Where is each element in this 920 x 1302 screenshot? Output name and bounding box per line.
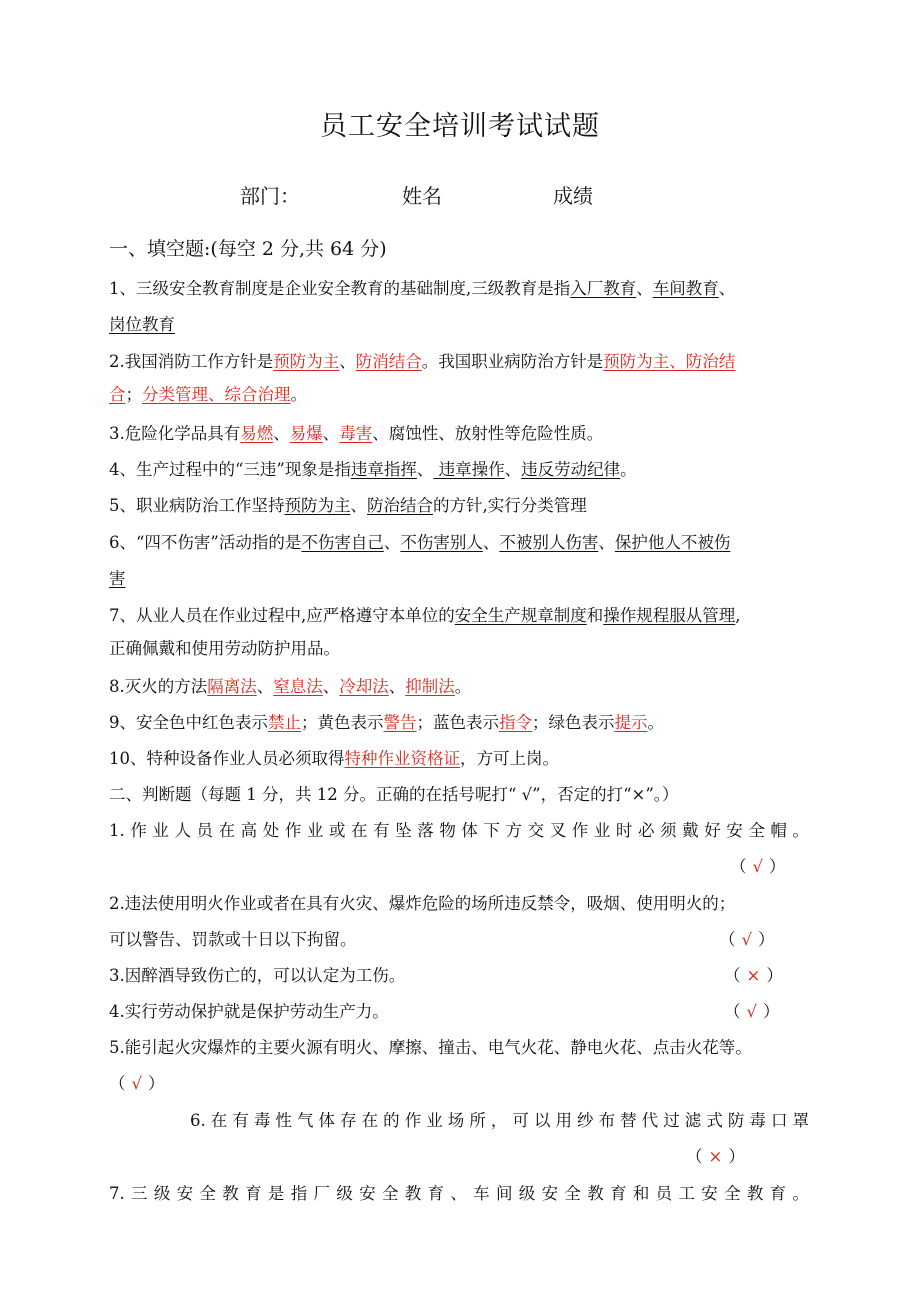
judgment-3-answer: （ × ） <box>724 966 783 985</box>
judgment-4-answer: （ √ ） <box>724 1002 780 1021</box>
question-10: 10、特种设备作业人员必须取得特种作业资格证，方可上岗。 <box>109 749 559 768</box>
page-title: 员工安全培训考试试题 <box>320 111 600 142</box>
judgment-4: 4.实行劳动保护就是保护劳动生产力。 <box>109 1002 389 1021</box>
judgment-6-answer: （ × ） <box>686 1147 745 1166</box>
question-2-line-1: 2.我国消防工作方针是预防为主、防消结合。我国职业病防治方针是预防为主、防治结 <box>109 352 736 371</box>
section2-heading: 二、判断题（每题 1 分，共 12 分。正确的在括号呢打“ √”，否定的打“×”。） <box>109 785 679 804</box>
question-7-line-1: 7、从业人员在作业过程中,应严格遵守本单位的安全生产规章制度和操作规程服从管理, <box>109 606 741 625</box>
department-label: 部门： <box>240 184 300 208</box>
check-mark: √ <box>746 1002 758 1021</box>
judgment-6: 6.在有毒性气体存在的作业场所，可以用纱布替代过滤式防毒口罩 <box>190 1111 809 1130</box>
question-6-line-2 <box>109 565 126 589</box>
answer: 岗位教育 <box>109 315 175 334</box>
answer: 安全生产规章制度 <box>454 606 587 625</box>
answer: 抑制法 <box>405 677 455 696</box>
answer: 不被别人伤害 <box>499 533 599 552</box>
answer: 保护他人不被伤 <box>614 533 731 552</box>
name-label: 姓名 <box>402 184 442 208</box>
answer: 防治结合 <box>367 496 433 515</box>
judgment-5-answer: （ √ ） <box>109 1074 165 1093</box>
answer: 违反劳动纪律 <box>521 460 621 479</box>
answer: 车间教育 <box>652 279 719 298</box>
answer: 冷却法 <box>339 677 389 696</box>
judgment-2-line-1: 2.违法使用明火作业或者在具有火灾、爆炸危险的场所违反禁令，吸烟、使用明火的； <box>109 894 736 913</box>
question-1-line-2 <box>109 311 175 335</box>
judgment-5: 5.能引起火灾爆炸的主要火源有明火、摩擦、撞击、电气火花、静电火花、点击火花等。 <box>109 1038 752 1057</box>
answer: 不伤害自己 <box>301 533 384 552</box>
answer: 入厂教育 <box>570 279 637 298</box>
check-mark: √ <box>741 930 753 949</box>
answer: 指令 <box>499 713 532 732</box>
answer: 违章操作 <box>433 460 505 479</box>
question-1-line-1: 1、三级安全教育制度是企业安全教育的基础制度,三级教育是指入厂教育、车间教育、 <box>109 279 736 298</box>
answer: 预防为主 <box>273 352 340 371</box>
answer: 提示 <box>614 713 648 732</box>
answer: 窒息法 <box>273 677 323 696</box>
cross-mark: × <box>708 1147 723 1166</box>
judgment-1-answer: （ √ ） <box>730 857 786 876</box>
answer: 分类管理、综合治理 <box>142 385 291 404</box>
judgment-2-answer: （ √ ） <box>719 930 775 949</box>
answer: 警告 <box>383 713 417 732</box>
answer: 违章指挥 <box>350 460 417 479</box>
answer: 易爆 <box>289 424 323 443</box>
answer: 隔离法 <box>207 677 257 696</box>
question-3: 3.危险化学品具有易燃、易爆、毒害、腐蚀性、放射性等危险性质。 <box>109 424 604 443</box>
question-2-line-2: 合；分类管理、综合治理。 <box>109 385 307 404</box>
question-6-line-1: 6、“四不伤害”活动指的是不伤害自己、不伤害别人、不被别人伤害、保护他人不被伤 <box>109 533 731 552</box>
question-7-line-2: 正确佩戴和使用劳动防护用品。 <box>109 639 340 658</box>
check-mark: √ <box>131 1074 143 1093</box>
judgment-7: 7.三级安全教育是指厂级安全教育、车间级安全教育和员工安全教育。 <box>109 1184 809 1203</box>
answer: 害 <box>109 569 126 588</box>
answer: 预防为主、防治结 <box>603 352 736 371</box>
question-9: 9、安全色中红色表示禁止；黄色表示警告；蓝色表示指令；绿色表示提示。 <box>109 713 664 732</box>
question-8: 8.灭火的方法隔离法、窒息法、冷却法、抑制法。 <box>109 677 472 696</box>
judgment-3: 3.因醉酒导致伤亡的，可以认定为工伤。 <box>109 966 406 985</box>
answer: 合 <box>109 385 126 404</box>
judgment-2-line-2: 可以警告、罚款或十日以下拘留。 <box>109 930 357 949</box>
answer: 特种作业资格证 <box>344 749 460 768</box>
answer: 不伤害别人 <box>400 533 483 552</box>
answer: 操作规程服从管理 <box>603 606 736 625</box>
section1-heading: 一、填空题:(每空 2 分,共 64 分) <box>109 238 387 260</box>
question-4: 4、生产过程中的“三违”现象是指违章指挥、 违章操作、违反劳动纪律。 <box>109 460 637 479</box>
answer: 毒害 <box>339 424 373 443</box>
check-mark: √ <box>752 857 764 876</box>
question-5: 5、职业病防治工作坚持预防为主、防治结合的方针,实行分类管理 <box>109 496 587 515</box>
answer: 易燃 <box>240 424 274 443</box>
score-label: 成绩 <box>553 184 593 208</box>
judgment-1: 1.作业人员在高处作业或在有坠落物体下方交叉作业时必须戴好安全帽。 <box>109 821 809 840</box>
answer: 防消结合 <box>355 352 422 371</box>
answer: 预防为主 <box>284 496 351 515</box>
answer: 禁止 <box>268 713 301 732</box>
cross-mark: × <box>746 966 761 985</box>
